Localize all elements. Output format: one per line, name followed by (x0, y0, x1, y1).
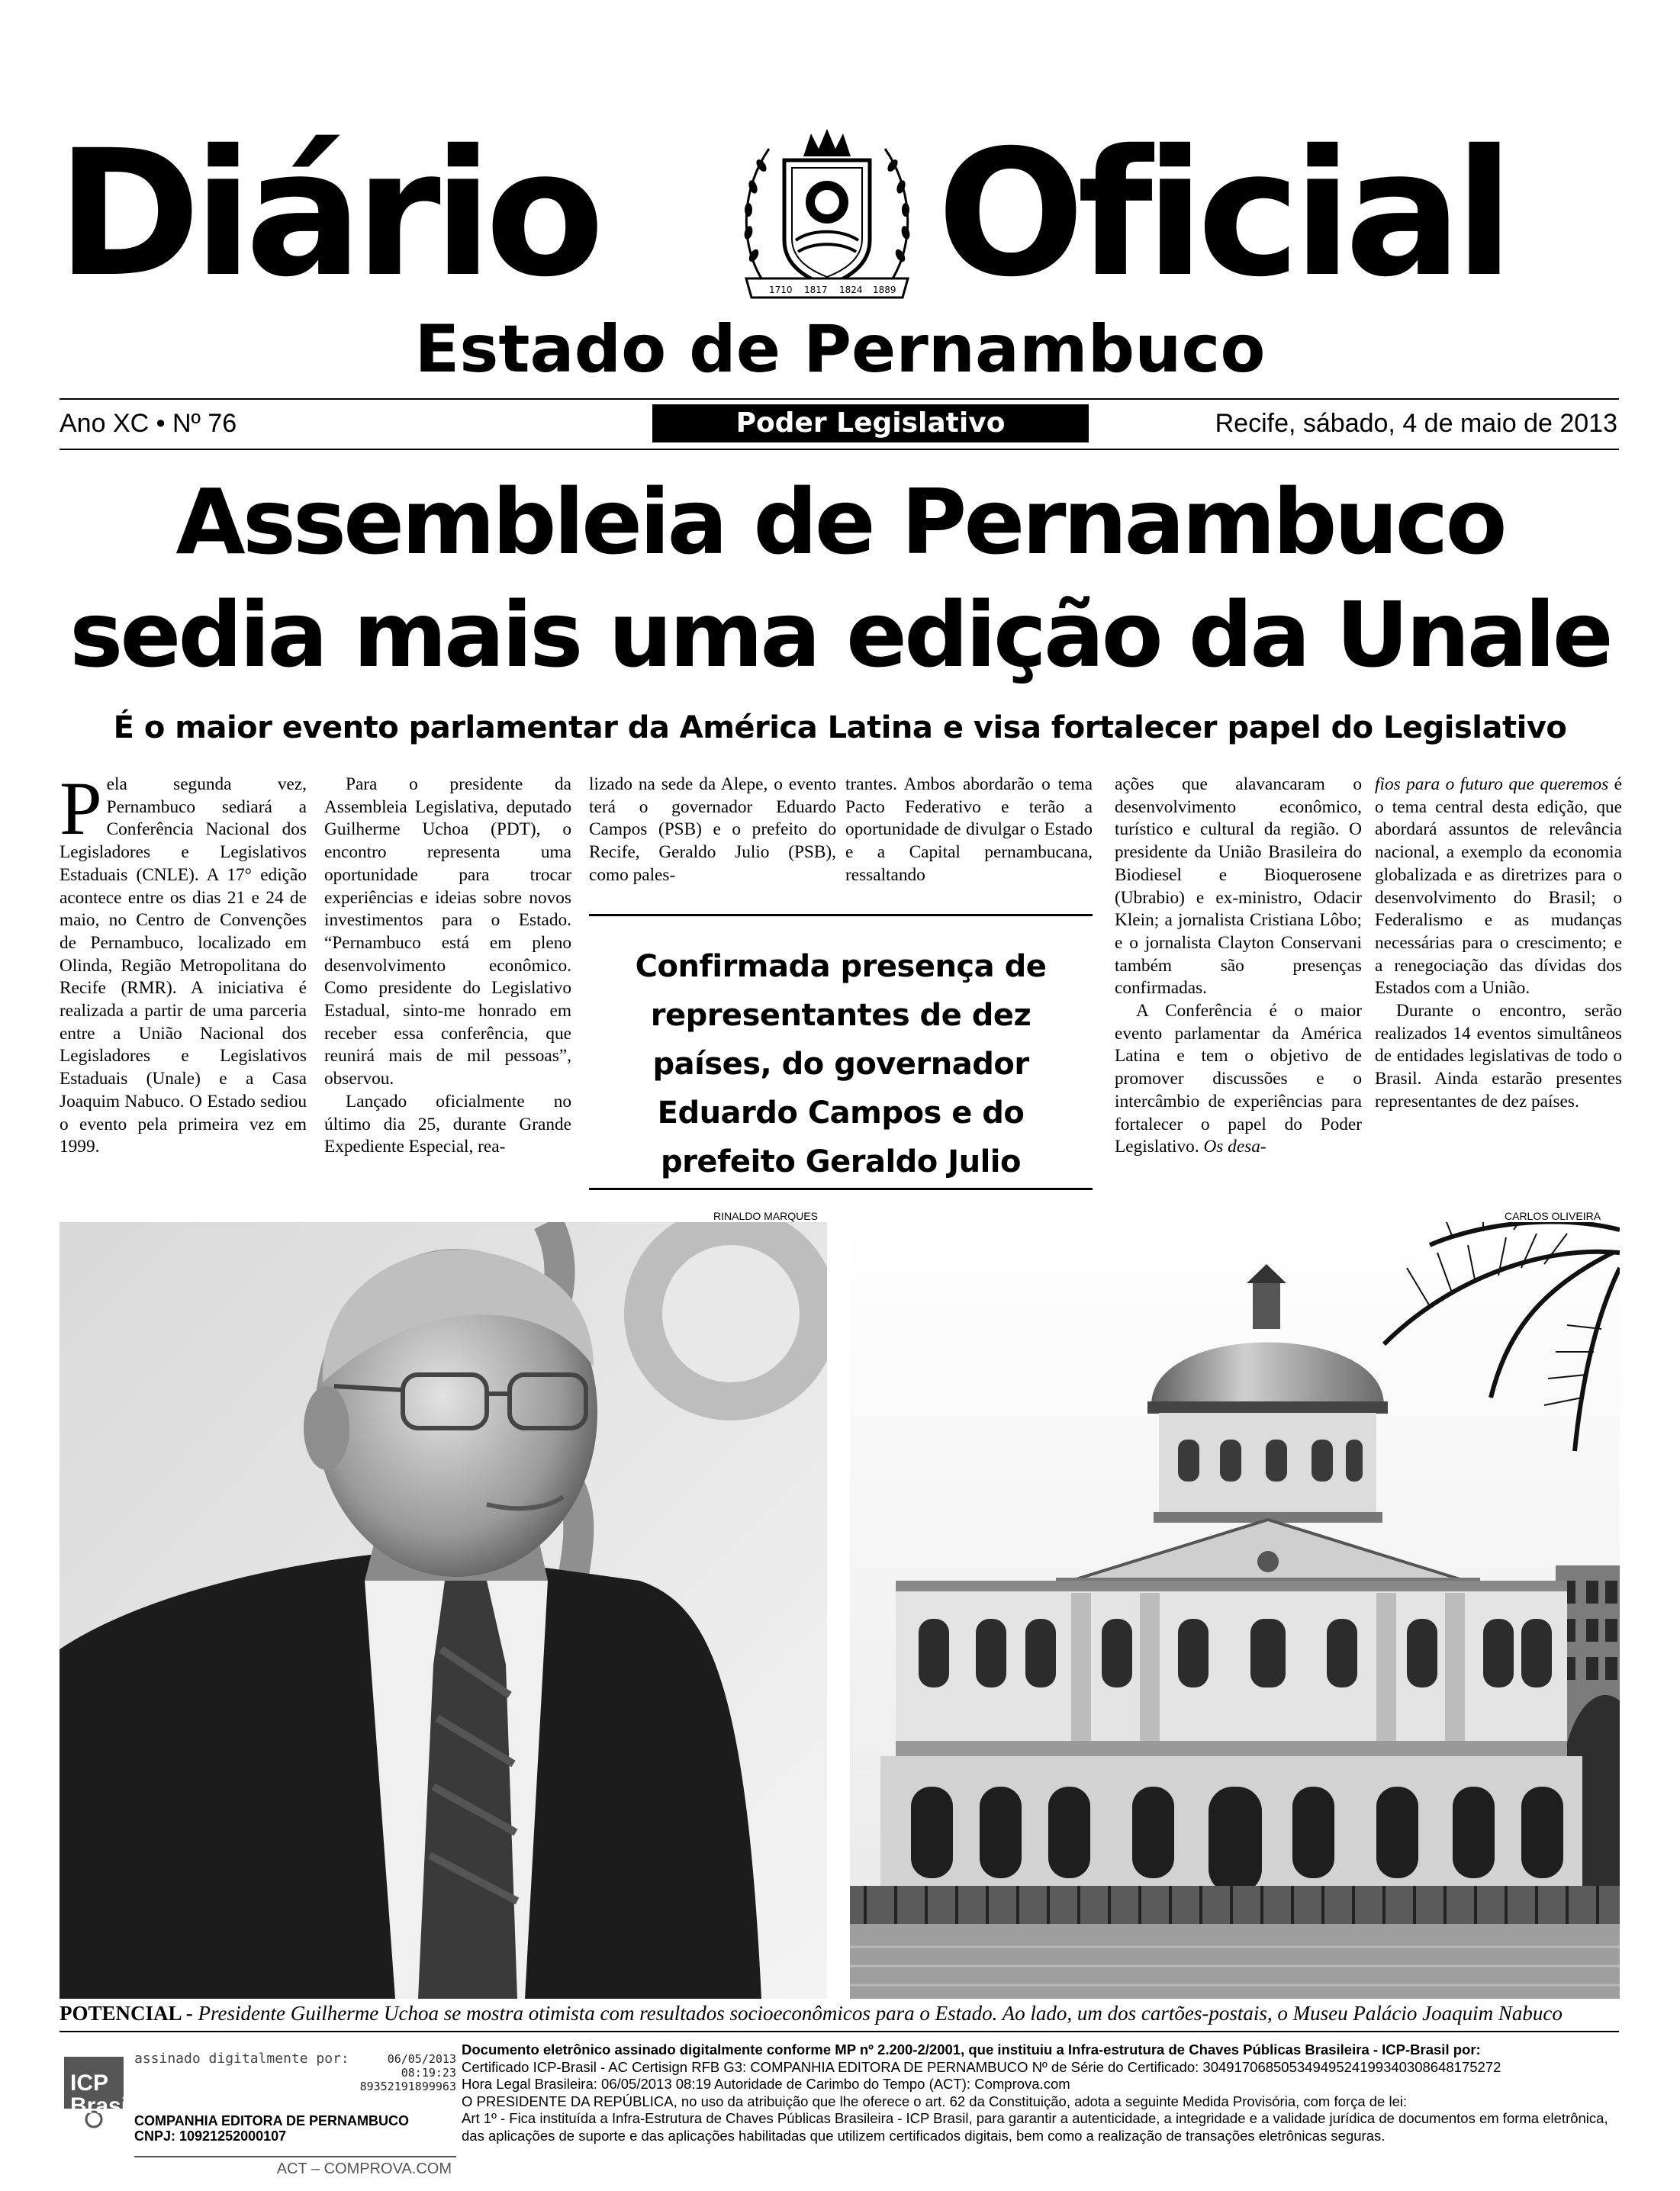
article-column-1 (60, 766, 307, 1159)
photo-caption (60, 2000, 1619, 2026)
article-paragraph: lizado na sede da Alepe, o evento terá o governador Eduardo Campos (PSB) e o prefeito do Recife, Geraldo Julio (PSB), como pales- (589, 774, 836, 885)
top-rule (60, 398, 1619, 400)
article-italic-text: fios para o futuro que queremos (1375, 774, 1609, 794)
state-coat-of-arms-icon (739, 126, 916, 301)
caption-lead: POTENCIAL - (60, 2002, 193, 2025)
article-paragraph: ações que alavancaram o desenvolvimento econômico, turístico e cultural da região. O presidente da União Brasileira do Biodiesel e Bioquerosene (Ubrabio) e ex-ministro, Odacir Klein; a jornalista Cristiana Lôbo; e o jornalista Clayton Conservani também são presenças confirmadas. (1115, 774, 1362, 999)
article-text: ela segunda vez, Pernambuco sediará a Conferência Nacional dos Legisladores e Legislativos Estaduais (CNLE). A 17° edição acontece entre os dias 21 e 24 de maio, no Centro de Convenções de Pernambuco, localizado em Olinda, Região Metropolitana do Recife (RMR). A iniciativa é realizada a partir de uma parceria entre a União Nacional dos Legisladores e Legislativos Estaduais (Unale) e a Casa Joaquim Nabuco. O Estado sediou o evento pela primeira vez em 1999. (60, 774, 307, 1157)
article-column-6 (1375, 774, 1622, 1114)
signature-date: 06/05/2013 (387, 2052, 456, 2066)
legal-line-3: Hora Legal Brasileira: 06/05/2013 08:19 Autoridade de Carimbo do Tempo (ACT): Comprova.com (462, 2076, 1070, 2092)
article-paragraph (1375, 774, 1622, 1000)
signature-serial: 89352191899963 (359, 2080, 456, 2093)
seal-year-3: 1824 (839, 285, 863, 295)
article-paragraph: Lançado oficialmente no último dia 25, durante Grande Expediente Especial, rea- (324, 1091, 571, 1157)
article-column-4 (845, 774, 1093, 887)
article-paragraph: Durante o encontro, serão realizados 14 eventos simultâneos de entidades legislativas de todo o Brasil. Ainda estarão presentes representantes de dez países. (1375, 1001, 1622, 1112)
photo-credit-right: CARLOS OLIVEIRA (1505, 1210, 1601, 1222)
seal-year-1: 1710 (769, 285, 793, 295)
seal-year-2: 1817 (804, 285, 828, 295)
pull-quote: Confirmada presença de representantes de dez países, do governador Eduardo Campos e do prefeito Geraldo Julio (589, 914, 1093, 1190)
portrait-photo (60, 1222, 827, 1999)
signer-company (134, 2113, 409, 2144)
headline-line-1: Assembleia de Pernambuco (175, 469, 1505, 574)
edition-number: Ano XC • Nº 76 (60, 409, 237, 438)
digital-signature-stamp (60, 2041, 456, 2186)
drop-cap: P (60, 766, 102, 851)
signature-time: 08:19:23 (401, 2066, 456, 2080)
legal-notice (462, 2041, 1619, 2144)
legal-line-4: O PRESIDENTE DA REPÚBLICA, no uso da atribuição que lhe oferece o art. 62 da Constituição, adota a seguinte Medida Provisória, com força de lei: (462, 2093, 1408, 2109)
seal-year-4: 1889 (873, 285, 896, 295)
article-text: é o tema central desta edição, que abordará assuntos de relevância nacional, a exemplo da economia globalizada e as diretrizes para o desenvolvimento do Brasil; o Federalismo e as mudanças necessárias para o crescimento; e a renegociação das dívidas dos Estados com a União. (1375, 774, 1622, 999)
signed-by-label: assinado digitalmente por: (134, 2051, 349, 2067)
icp-brasil-logo-icon (60, 2054, 134, 2130)
article-paragraph: Para o presidente da Assembleia Legislativa, deputado Guilherme Uchoa (PDT), o encontro representa uma oportunidade para trocar experiências e ideias sobre novos investimentos para o Estado. “Pernambuco está em pleno desenvolvimento econômico. Como presidente do Legislativo Estadual, sinto-me honrado em receber essa conferência, que reunirá mais de mil pessoas”, observou. (324, 774, 571, 1089)
photo-credit-left: RINALDO MARQUES (713, 1210, 818, 1222)
article-italic-text: Os desa- (1203, 1137, 1266, 1157)
deck: É o maior evento parlamentar da América Latina e visa fortalecer papel do Legislativo (113, 710, 1567, 745)
legal-line-1: Documento eletrônico assinado digitalmente conforme MP nº 2.200-2/2001, que instituiu a Infra-estrutura de Chaves Públicas Brasileira - ICP-Brasil por: (462, 2041, 1481, 2057)
headline (0, 465, 1680, 691)
article-column-3 (589, 774, 836, 887)
legal-line-5: Art 1º - Fica instituída a Infra-Estrutura de Chaves Públicas Brasileira - ICP Brasil, para garantir a autenticidade, a integridade e a validade jurídica de documentos em forma eletrônica, (462, 2110, 1608, 2126)
masthead-title-right: Oficial (937, 112, 1507, 315)
timestamp-authority: ACT – COMPROVA.COM (134, 2156, 456, 2179)
palace-photo (850, 1222, 1620, 1999)
masthead (0, 114, 1680, 320)
masthead-subtitle: Estado de Pernambuco (414, 311, 1266, 388)
footer-rule (60, 2031, 1619, 2032)
footer (60, 2035, 1619, 2191)
article-column-5 (1115, 774, 1362, 1159)
legal-line-6: das aplicações de suporte e das aplicações habilitadas que utilizem certificados digitais, bem como a realização de transações eletrônicas seguras. (462, 2127, 1386, 2144)
icp-logo-text: ICP Brasil (70, 2070, 134, 2119)
bottom-rule (60, 449, 1619, 450)
article-paragraph: trantes. Ambos abordarão o tema Pacto Federativo e terão a oportunidade de divulgar o Estado e a Capital pernambucana, ressaltando (845, 774, 1093, 885)
signer-company-name: COMPANHIA EDITORA DE PERNAMBUCO (134, 2113, 410, 2128)
article-column-2 (324, 774, 571, 1159)
info-bar (60, 403, 1619, 446)
article-paragraph (1115, 1000, 1362, 1159)
masthead-title-left: Diário (56, 112, 597, 315)
headline-line-2: sedia mais uma edição da Unale (69, 582, 1611, 687)
legal-line-2: Certificado ICP-Brasil - AC Certisign RFB G3: COMPANHIA EDITORA DE PERNAMBUCO Nº de Série do Certificado: 304917068505349495241993403086481752​72 (462, 2058, 1501, 2075)
signer-cnpj: CNPJ: 10921252000107 (134, 2128, 287, 2144)
dateline: Recife, sábado, 4 de maio de 2013 (1215, 409, 1617, 438)
caption-text: Presidente Guilherme Uchoa se mostra otimista com resultados socioeconômicos para o Estado. Ao lado, um dos cartões-postais, o Museu Palácio Joaquim Nabuco (198, 2002, 1563, 2025)
section-label: Poder Legislativo (652, 404, 1089, 442)
article-text: A Conferência é o maior evento parlamentar da América Latina e tem o objetivo de promover discussões e o intercâmbio de experiências para fortalecer o papel do Poder Legislativo. (1115, 1001, 1362, 1157)
